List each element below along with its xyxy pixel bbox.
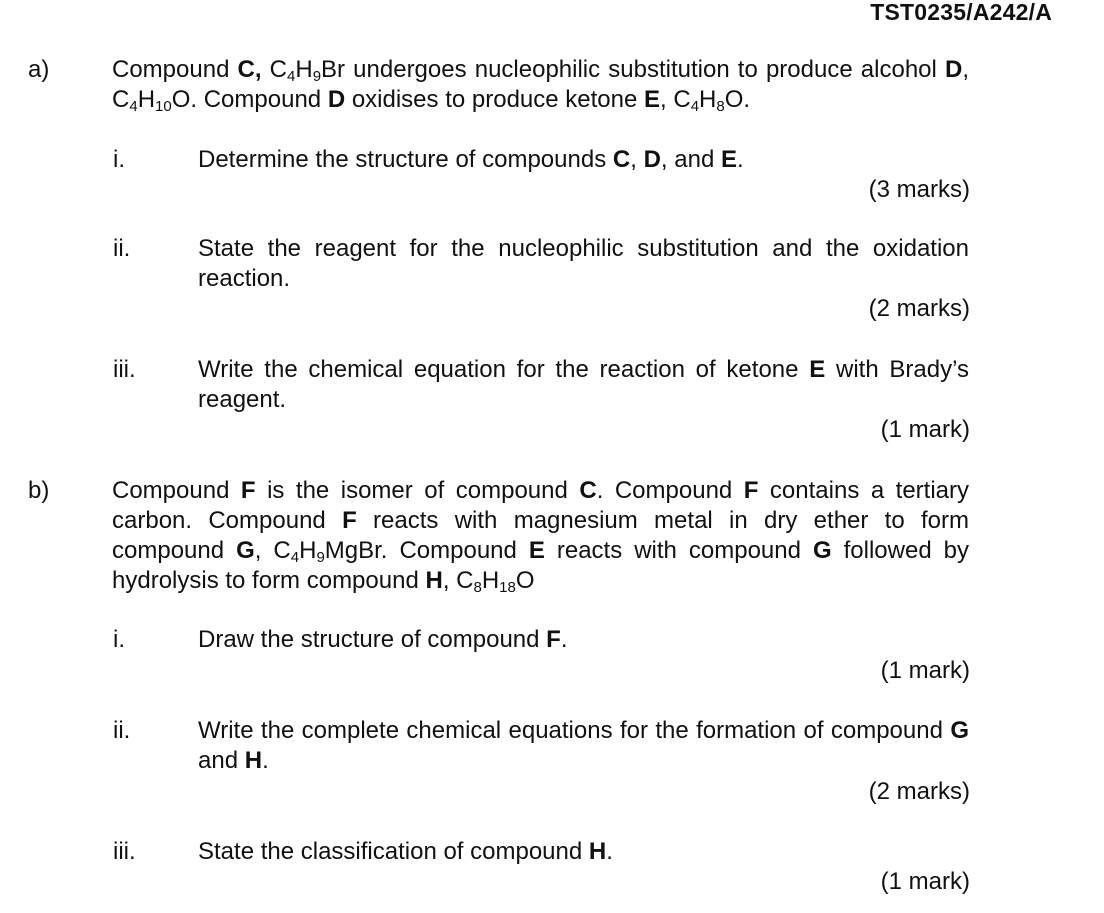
question-a-iii-number: iii.	[113, 356, 136, 383]
question-a-iii-marks: (1 mark)	[880, 416, 970, 443]
question-b-iii-text: State the classification of compound H.	[198, 838, 613, 865]
section-b-label: b)	[28, 477, 50, 504]
question-a-iii-text: Write the chemical equation for the reaction of ketone E with Brady’s reagent.	[198, 356, 970, 413]
question-a-i-marks: (3 marks)	[868, 176, 970, 203]
question-b-iii-marks: (1 mark)	[880, 868, 970, 895]
section-a-intro: Compound C, $C_4H_9Br$ undergoes nucleophilic substitution to produce alcohol D, $C_4H_{10}O$. Compound D oxidises to produce ketone E, $C_4H_8O$.	[112, 56, 970, 115]
question-a-i-text: Determine the structure of compounds C, D, and E.	[198, 146, 744, 173]
section-b-intro: Compound F is the isomer of compound C. Compound F contains a tertiary carbon. Compound F reacts with magnesium metal in dry ether to form compound G, $C_4H_9MgBr$. Compound E reacts with compound G followed by hydrolysis to form compound H, $C_8H_{18}O$	[112, 477, 970, 596]
question-b-i-text: Draw the structure of compound F.	[198, 626, 568, 653]
question-a-ii-marks: (2 marks)	[868, 295, 970, 322]
question-a-ii-text: State the reagent for the nucleophilic substitution and the oxidation reaction.	[198, 235, 969, 292]
paper-code: TST0235/A242/A	[870, 0, 1052, 25]
question-a-ii-number: ii.	[113, 235, 131, 262]
question-b-ii-number: ii.	[113, 717, 131, 744]
section-a-label: a)	[28, 56, 50, 83]
question-a-i-number: i.	[113, 146, 125, 173]
question-b-ii-text: Write the complete chemical equations for the formation of compound G and H.	[198, 717, 969, 774]
question-b-iii-number: iii.	[113, 838, 136, 865]
question-b-i-number: i.	[113, 626, 125, 653]
question-b-i-marks: (1 mark)	[880, 657, 970, 684]
question-b-ii-marks: (2 marks)	[868, 778, 970, 805]
